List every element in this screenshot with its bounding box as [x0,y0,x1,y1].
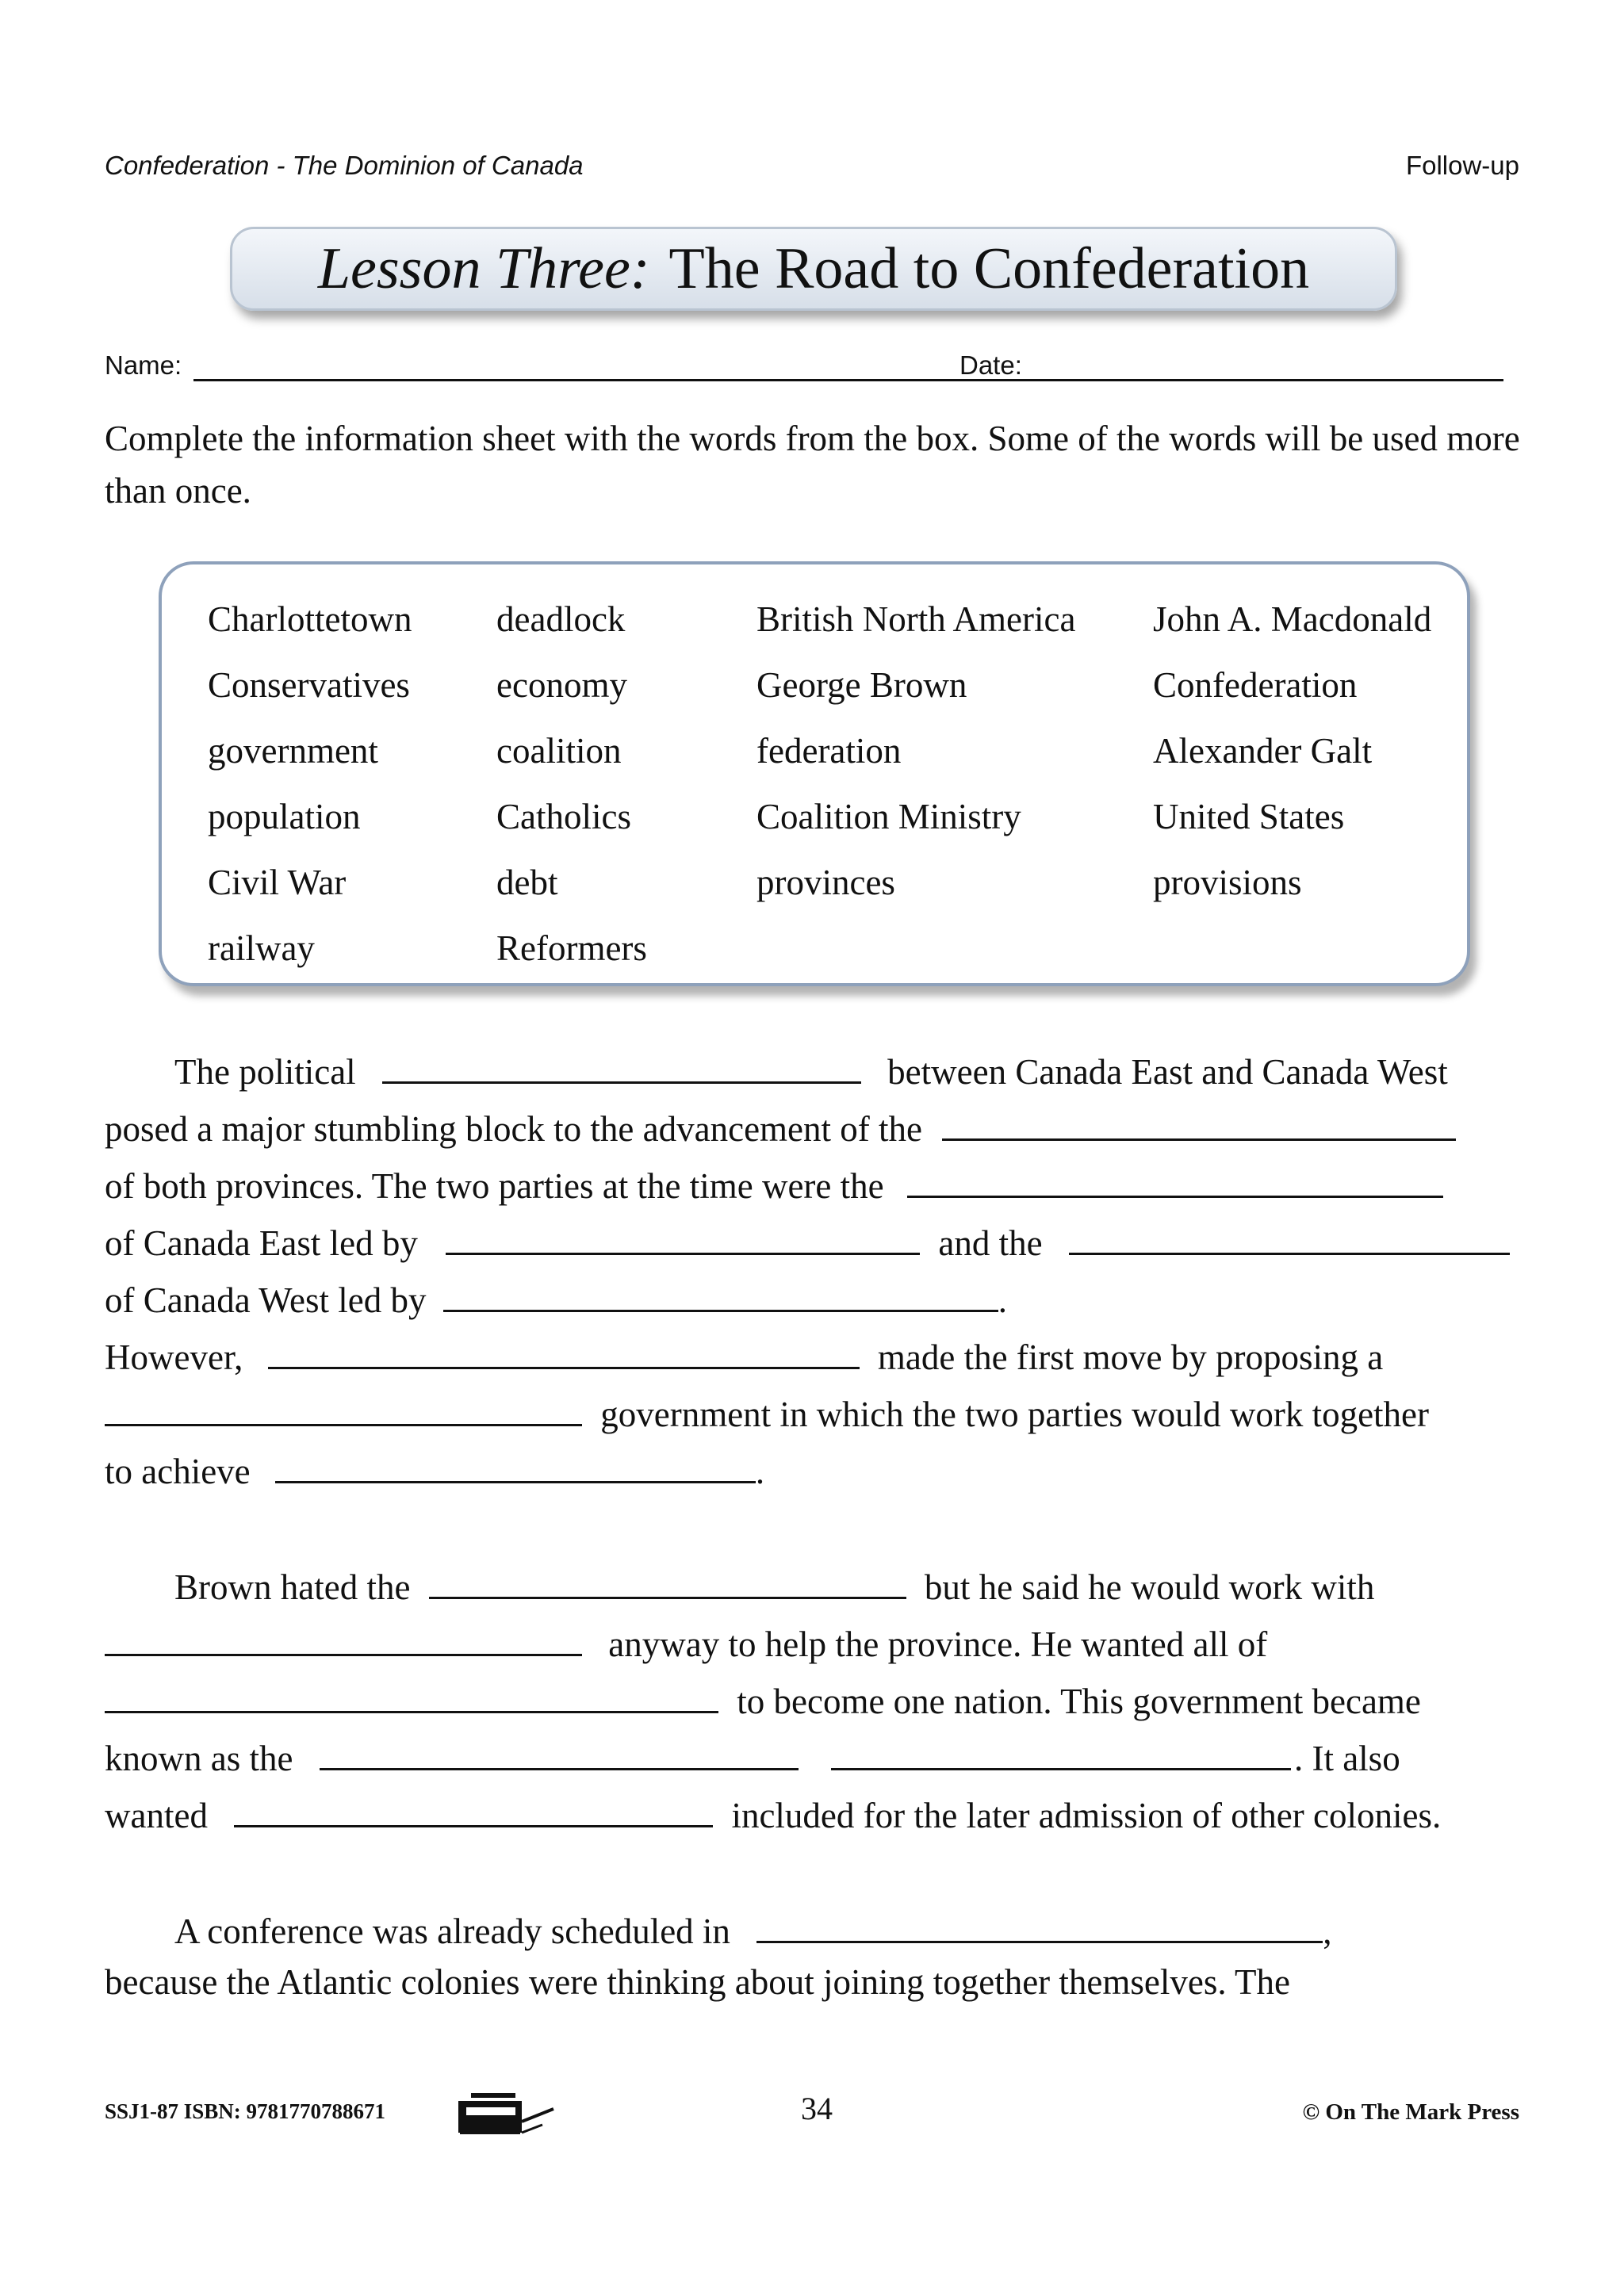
word-bank-item: federation [756,731,902,771]
lesson-number: Lesson Three: [317,235,650,301]
passage-text: to achieve [105,1452,251,1491]
passage-paragraph-3 [105,1904,1532,2019]
passage-paragraph-2 [105,1560,1532,1846]
passage-text: Brown hated the [174,1567,411,1607]
running-header [105,151,1519,190]
passage-text: , [1323,1911,1332,1951]
passage-text: posed a major stumbling block to the advancement of the [105,1109,922,1149]
word-bank-item: Conservatives [208,665,410,705]
word-bank-item: provinces [756,863,895,902]
word-bank-item: Reformers [496,928,647,968]
word-bank-item: government [208,731,378,771]
passage-text: to become one nation. This government became [737,1682,1421,1721]
word-bank-item: railway [208,928,315,968]
passage-text: known as the [105,1739,293,1778]
passage-text: included for the later admission of other colonies. [731,1796,1442,1835]
word-bank-item: Charlottetown [208,599,412,639]
answer-blank[interactable] [756,1904,1323,1943]
name-field[interactable] [193,379,1042,381]
instructions: Complete the information sheet with the words from the box. Some of the words will be used more than once. [105,419,1520,511]
name-date-row [105,347,1503,387]
answer-blank[interactable] [268,1330,860,1369]
answer-blank[interactable] [234,1789,713,1827]
name-label: Name: [105,350,182,380]
word-bank-column-2 [496,587,647,982]
passage-text: The political [174,1052,356,1092]
answer-blank[interactable] [275,1445,756,1483]
page-footer [105,2090,1519,2137]
word-bank-item: Confederation [1153,665,1358,705]
answer-blank[interactable] [320,1732,799,1770]
word-bank-item: John A. Macdonald [1153,599,1432,639]
passage-text: of Canada East led by [105,1223,418,1263]
passage-text: . It also [1293,1739,1400,1778]
answer-blank[interactable] [1069,1216,1510,1255]
word-bank-item: Civil War [208,863,347,902]
passage-text: of Canada West led by [105,1280,427,1320]
word-bank-column-1 [208,587,412,982]
copyright-label: © On The Mark Press [1302,2099,1519,2125]
passage-text: and the [938,1223,1043,1263]
answer-blank[interactable] [942,1102,1456,1141]
word-bank-item: United States [1153,797,1345,836]
answer-blank[interactable] [443,1273,998,1312]
word-bank-item: debt [496,863,558,902]
header-section: Follow-up [1405,151,1519,180]
word-bank-item: British North America [756,599,1076,639]
passage-text: . [755,1452,765,1491]
passage-text: wanted [105,1796,208,1835]
date-label: Date: [959,350,1022,380]
lesson-title-banner [230,227,1397,311]
answer-blank[interactable] [105,1387,582,1426]
passage-text: but he said he would work with [924,1567,1375,1607]
passage-text: However, [105,1337,243,1377]
word-bank-item: deadlock [496,599,626,639]
isbn-label: SSJ1-87 ISBN: 9781770788671 [105,2099,386,2123]
passage-text: because the Atlantic colonies were thinking about joining together themselves. The [105,1962,1291,2002]
answer-blank[interactable] [105,1674,718,1713]
word-bank-box [159,561,1470,986]
passage-paragraph-1 [105,1045,1532,1502]
answer-blank[interactable] [831,1732,1291,1770]
date-field[interactable] [1034,379,1503,381]
word-bank-item: Alexander Galt [1153,731,1373,771]
word-bank-item: economy [496,665,627,705]
answer-blank[interactable] [429,1560,906,1599]
word-bank-column-4 [1153,587,1431,916]
answer-blank[interactable] [382,1045,861,1084]
answer-blank[interactable] [105,1617,582,1656]
word-bank-item: Coalition Ministry [756,797,1021,836]
word-bank-item: coalition [496,731,622,771]
header-book-title: Confederation - The Dominion of Canada [105,151,584,180]
passage-text: of both provinces. The two parties at the time were the [105,1166,884,1206]
passage-text: made the first move by proposing a [877,1337,1384,1377]
word-bank-item: provisions [1153,863,1302,902]
passage-text: A conference was already scheduled in [174,1911,730,1951]
word-bank-column-3 [756,587,1075,916]
word-bank-item: George Brown [756,665,967,705]
lesson-title: The Road to Confederation [668,235,1310,301]
passage-text: government in which the two parties would work together [600,1395,1430,1434]
word-bank-item: Catholics [496,797,631,836]
answer-blank[interactable] [446,1216,920,1255]
printer-icon [455,2090,558,2141]
passage-text: between Canada East and Canada West [887,1052,1448,1092]
page-number: 34 [801,2091,833,2126]
passage-text: . [998,1280,1007,1320]
answer-blank[interactable] [907,1159,1443,1198]
word-bank-item: population [208,797,361,836]
passage-text: anyway to help the province. He wanted all of [608,1624,1268,1664]
